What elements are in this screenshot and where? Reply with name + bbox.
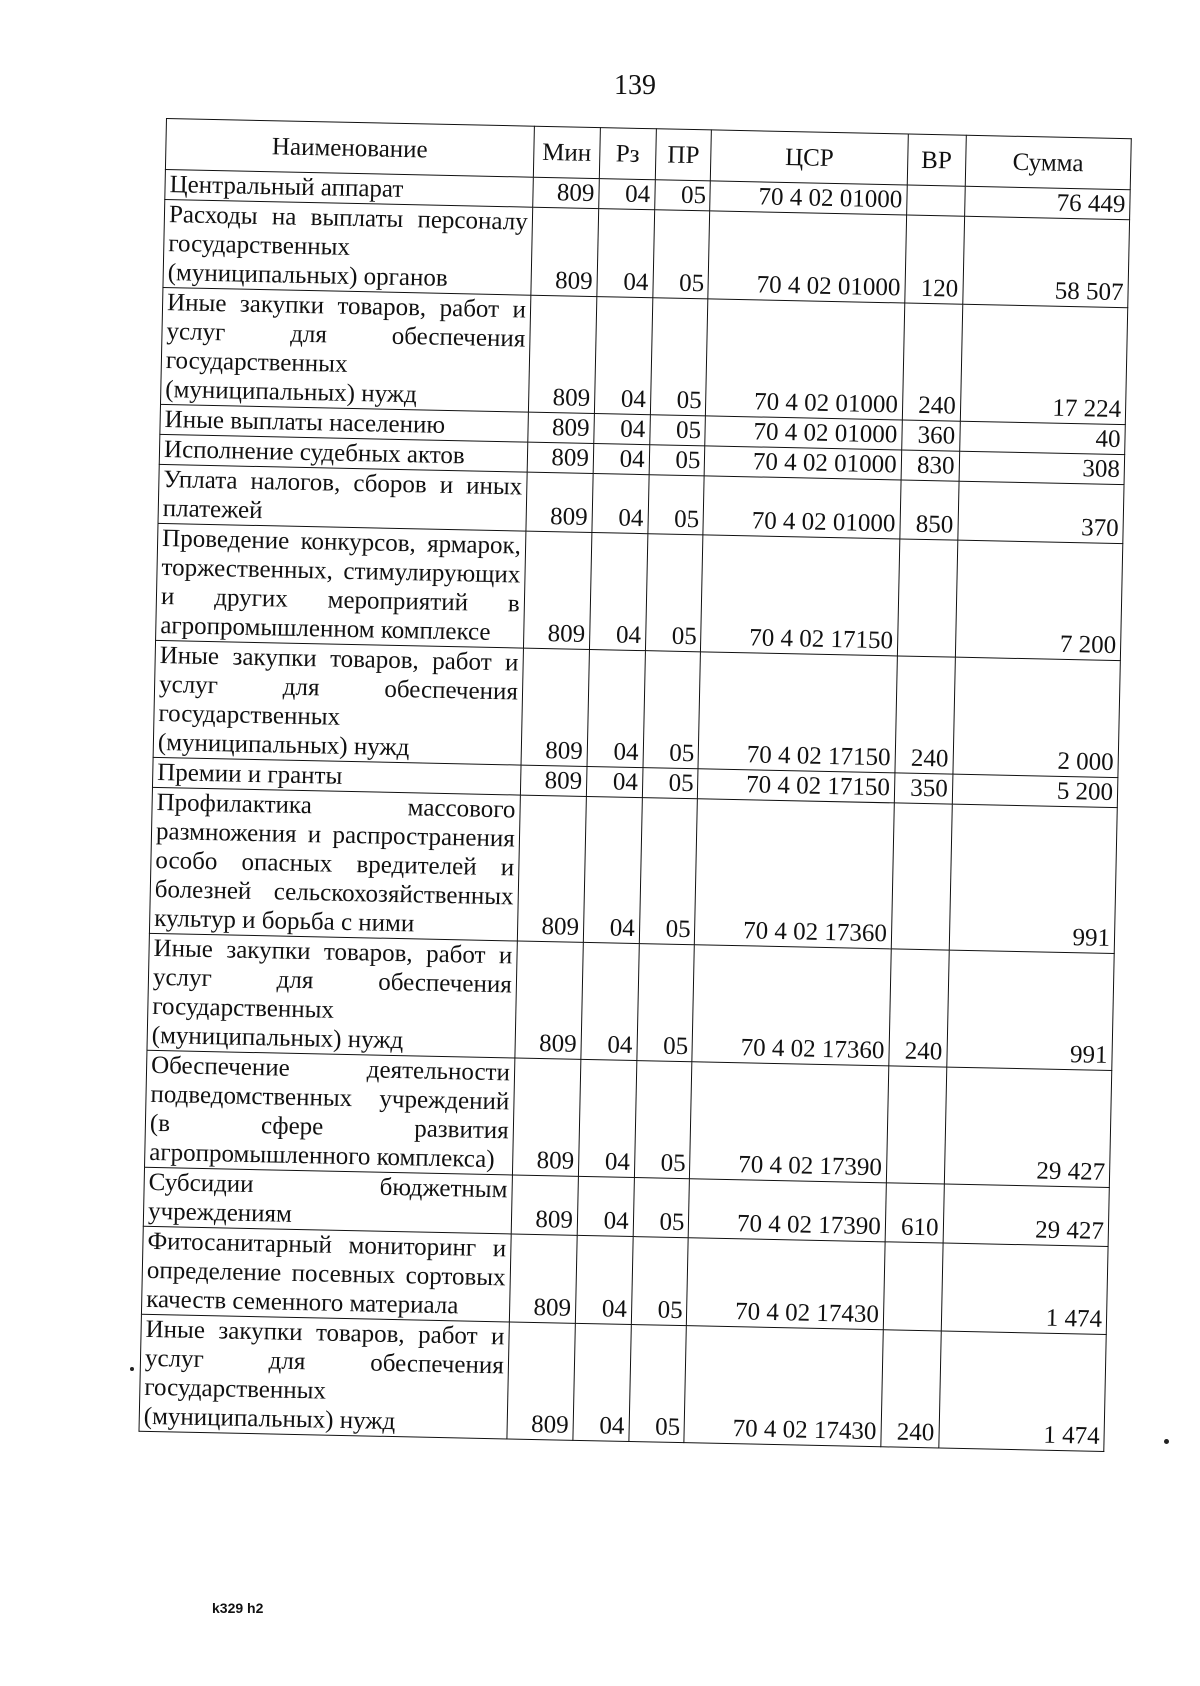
row-name: Иные закупки товаров, работ и услуг для обеспечения государственных (муниципальных) нужд (147, 933, 517, 1058)
row-min: 809 (507, 1322, 576, 1440)
row-rz: 04 (593, 444, 649, 475)
row-vr: 610 (885, 1183, 944, 1243)
table-row (147, 933, 1114, 1070)
row-pr: 05 (645, 534, 703, 652)
row-name: Центральный аппарат (165, 169, 533, 207)
row-rz: 04 (592, 474, 649, 534)
row-csr: 70 4 02 01000 (706, 299, 905, 420)
row-rz: 04 (581, 942, 639, 1060)
row-pr: 05 (653, 210, 711, 299)
row-min: 809 (512, 1058, 581, 1176)
row-csr: 70 4 02 01000 (710, 181, 907, 215)
row-sum: 308 (959, 451, 1125, 484)
row-min: 809 (517, 795, 586, 942)
row-name: Исполнение судебных актов (159, 434, 527, 472)
row-vr: 120 (905, 215, 965, 304)
row-rz: 04 (586, 766, 642, 797)
row-vr (883, 1242, 943, 1331)
header-csr: ЦСР (711, 130, 908, 185)
row-name: Проведение конкурсов, ярмарок, торжественных, стимулирующих и других мероприятий в агропромышленном комплексе (156, 523, 526, 648)
row-vr: 240 (902, 303, 962, 421)
row-pr: 05 (639, 798, 698, 945)
row-sum: 370 (957, 481, 1124, 543)
row-min: 809 (511, 1175, 578, 1235)
row-pr: 05 (649, 415, 705, 446)
row-csr: 70 4 02 01000 (705, 446, 902, 480)
row-vr: 830 (901, 450, 959, 481)
row-sum: 17 224 (960, 304, 1128, 424)
table-row (160, 287, 1127, 424)
row-pr: 05 (637, 944, 695, 1062)
row-csr: 70 4 02 01000 (703, 476, 900, 539)
row-csr: 70 4 02 17360 (695, 799, 894, 949)
row-csr: 70 4 02 17390 (690, 1062, 889, 1183)
row-rz: 04 (587, 649, 645, 767)
row-sum: 40 (959, 421, 1125, 454)
row-pr: 05 (629, 1325, 687, 1443)
row-pr: 05 (648, 475, 705, 535)
row-sum: 991 (946, 950, 1114, 1070)
row-pr: 05 (649, 445, 705, 476)
row-rz: 04 (594, 297, 652, 415)
row-pr: 05 (634, 1061, 692, 1179)
budget-table (138, 118, 1131, 1452)
row-rz: 04 (597, 209, 655, 298)
header-pr: ПР (655, 129, 712, 181)
row-pr: 05 (633, 1178, 690, 1238)
row-name: Расходы на выплаты персоналу государственных (муниципальных) органов (163, 199, 533, 295)
row-sum: 29 427 (943, 1184, 1110, 1246)
row-sum: 76 449 (964, 186, 1130, 219)
row-name: Иные закупки товаров, работ и услуг для обеспечения государственных (муниципальных) нужд (153, 640, 523, 765)
row-min: 809 (515, 941, 584, 1059)
row-name: Премии и гранты (152, 757, 520, 795)
table-row (153, 640, 1120, 777)
row-min: 809 (526, 472, 593, 532)
row-sum: 2 000 (953, 657, 1121, 777)
row-csr: 70 4 02 01000 (705, 416, 902, 450)
row-csr: 70 4 02 17150 (698, 652, 897, 773)
row-vr: 850 (900, 480, 959, 540)
row-min: 809 (528, 412, 595, 443)
row-min: 809 (528, 295, 597, 413)
row-vr: 350 (894, 773, 952, 804)
row-sum: 58 507 (962, 216, 1129, 307)
row-rz: 04 (583, 796, 642, 943)
row-min: 809 (533, 177, 600, 208)
table-row (145, 1050, 1112, 1187)
row-min: 809 (521, 648, 590, 766)
header-name: Наименование (165, 119, 534, 178)
row-vr (891, 803, 952, 950)
row-name: Иные закупки товаров, работ и услуг для обеспечения государственных (муниципальных) нужд (160, 287, 530, 412)
row-vr (906, 185, 964, 216)
row-vr (897, 539, 957, 657)
row-vr (886, 1066, 946, 1184)
table-row (139, 1314, 1106, 1451)
row-vr: 240 (881, 1330, 941, 1448)
row-name: Обеспечение деятельности подведомственных учреждений (в сфере развития агропромышленного комплекса) (145, 1050, 515, 1175)
row-sum: 1 474 (938, 1331, 1106, 1451)
row-rz: 04 (599, 179, 655, 210)
row-csr: 70 4 02 17430 (684, 1326, 883, 1447)
row-rz: 04 (578, 1059, 636, 1177)
row-rz: 04 (577, 1176, 634, 1236)
row-sum: 1 474 (941, 1243, 1108, 1334)
table-row (156, 523, 1123, 660)
row-name: Субсидии бюджетным учреждениям (143, 1167, 512, 1234)
row-sum: 5 200 (952, 774, 1118, 807)
row-name: Фитосанитарный мониторинг и определение посевных сортовых качеств семенного материала (141, 1226, 511, 1322)
row-vr: 360 (901, 420, 959, 451)
header-vr: ВР (907, 134, 966, 186)
row-rz: 04 (575, 1235, 633, 1324)
row-csr: 70 4 02 01000 (708, 211, 906, 303)
scan-speck (1164, 1439, 1169, 1444)
row-name: Иные выплаты населению (160, 404, 528, 442)
page-number: 139 (614, 70, 656, 101)
row-min: 809 (527, 442, 594, 473)
row-name: Профилактика массового размножения и распространения особо опасных вредителей и болезней сельскохозяйственных культур и борьба с ними (149, 787, 520, 941)
table-row (149, 787, 1117, 953)
row-name: Уплата налогов, сборов и иных платежей (158, 464, 527, 531)
row-csr: 70 4 02 17150 (698, 769, 895, 803)
row-rz: 04 (589, 533, 647, 651)
row-csr: 70 4 02 17360 (692, 945, 891, 1066)
row-vr: 240 (895, 656, 955, 774)
header-sum: Сумма (965, 135, 1131, 189)
row-pr: 05 (654, 180, 710, 211)
row-pr: 05 (642, 768, 698, 799)
row-min: 809 (531, 207, 599, 296)
header-min: Мин (533, 126, 600, 178)
row-min: 809 (520, 765, 587, 796)
footer-mark: k329 h2 (212, 1600, 264, 1616)
row-pr: 05 (631, 1237, 689, 1326)
row-rz: 04 (573, 1323, 631, 1441)
scan-speck (130, 1367, 134, 1371)
row-csr: 70 4 02 17430 (687, 1238, 885, 1330)
row-csr: 70 4 02 17150 (701, 535, 900, 656)
row-sum: 29 427 (944, 1067, 1112, 1187)
row-name: Иные закупки товаров, работ и услуг для обеспечения государственных (муниципальных) нужд (139, 1314, 509, 1439)
header-rz: Рз (599, 128, 656, 180)
row-min: 809 (523, 531, 592, 649)
row-rz: 04 (594, 414, 650, 445)
row-pr: 05 (643, 651, 701, 769)
budget-table-container (138, 118, 1131, 1452)
row-vr: 240 (889, 949, 949, 1067)
row-sum: 991 (949, 804, 1117, 953)
row-sum: 7 200 (955, 540, 1123, 660)
row-pr: 05 (650, 298, 708, 416)
row-csr: 70 4 02 17390 (689, 1179, 886, 1242)
row-min: 809 (509, 1234, 577, 1323)
